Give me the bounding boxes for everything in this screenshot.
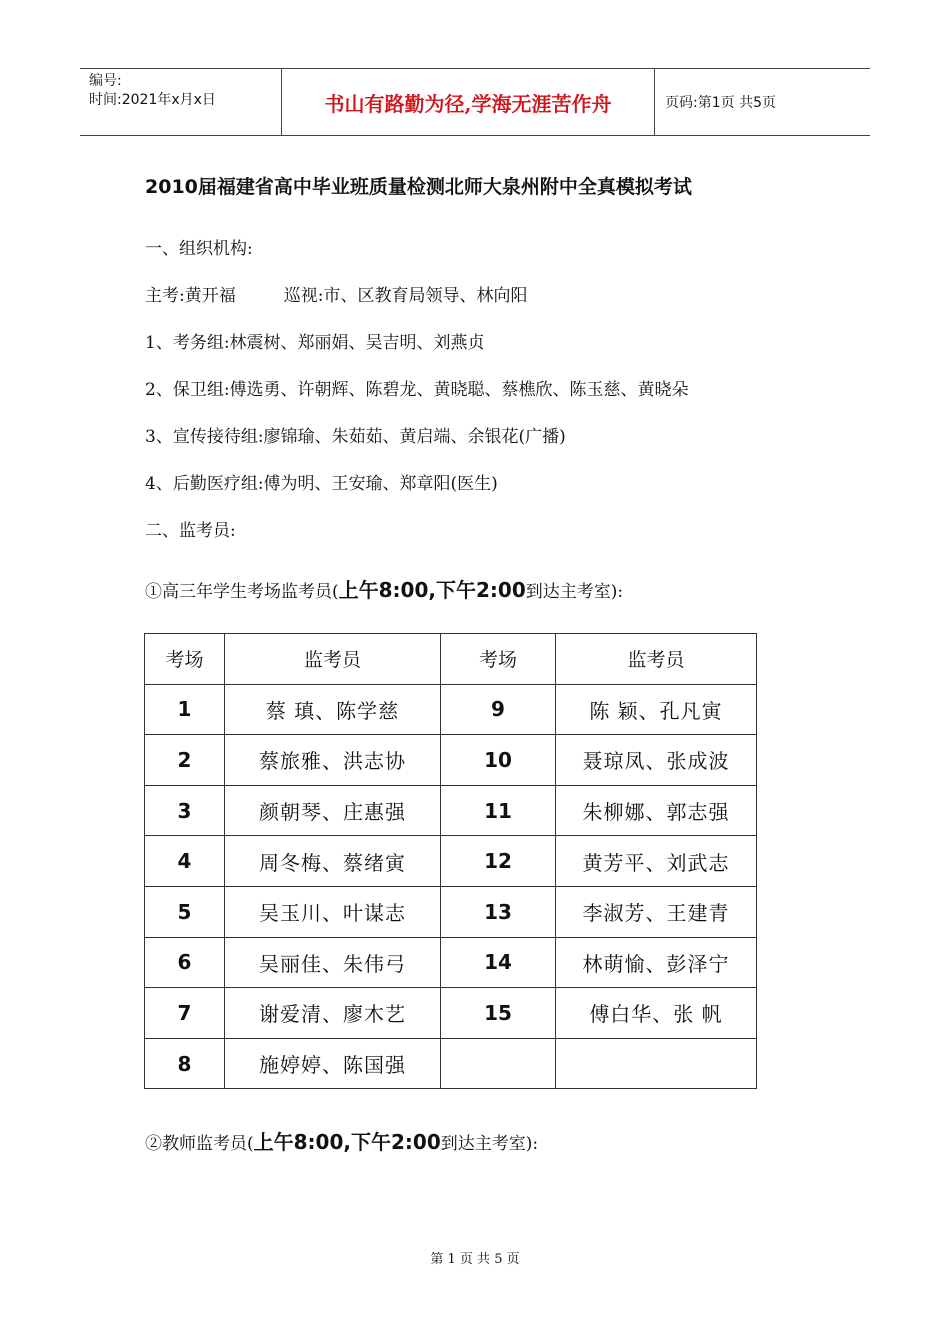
- proctor-names: 朱柳娜、郭志强: [556, 785, 757, 836]
- intro-time: 上午8:00,下午2:00: [253, 1130, 441, 1154]
- table-row: [145, 988, 757, 1039]
- col-proctor-a: 监考员: [225, 634, 441, 685]
- room-number: 13: [441, 886, 556, 937]
- time-label: 时间:2021年x月x日: [89, 92, 216, 108]
- room-number: [441, 1038, 556, 1089]
- proctor-names: 周冬梅、蔡绪寅: [225, 836, 441, 887]
- proctor-names: 李淑芳、王建青: [556, 886, 757, 937]
- room-number: 4: [145, 836, 225, 887]
- table-row: [145, 684, 757, 735]
- document-title: 2010届福建省高中毕业班质量检测北师大泉州附中全真模拟考试: [145, 176, 692, 198]
- room-number: 14: [441, 937, 556, 988]
- proctor-names: 颜朝琴、庄惠强: [225, 785, 441, 836]
- room-number: 15: [441, 988, 556, 1039]
- table-row: [145, 1038, 757, 1089]
- intro-time: 上午8:00,下午2:00: [338, 578, 526, 602]
- proctor-names: 傅白华、张 帆: [556, 988, 757, 1039]
- chief-examiner: 主考:黄开福: [145, 286, 236, 306]
- table-row: [145, 785, 757, 836]
- proctor-names: 林萌愉、彭泽宁: [556, 937, 757, 988]
- proctor-names: 蔡旅雅、洪志协: [225, 735, 441, 786]
- header-page-info: 页码:第1页 共5页: [665, 95, 776, 111]
- table-row: [145, 886, 757, 937]
- proctor-names: 施婷婷、陈国强: [225, 1038, 441, 1089]
- room-number: 5: [145, 886, 225, 937]
- room-number: 8: [145, 1038, 225, 1089]
- header-motto: 书山有路勤为径,学海无涯苦作舟: [281, 69, 655, 135]
- org-heading: 一、组织机构:: [145, 239, 253, 259]
- room-number: 10: [441, 735, 556, 786]
- student-proctor-intro: [145, 574, 623, 603]
- proctor-heading: 二、监考员:: [145, 521, 236, 541]
- room-number: 9: [441, 684, 556, 735]
- intro-prefix: ①高三年学生考场监考员(: [145, 582, 339, 602]
- proctor-table: [144, 633, 757, 1089]
- intro-suffix: 到达主考室):: [440, 1134, 539, 1154]
- page-header: [80, 68, 870, 136]
- room-number: 6: [145, 937, 225, 988]
- room-number: 12: [441, 836, 556, 887]
- proctor-names: 蔡 瑱、陈学慈: [225, 684, 441, 735]
- proctor-names: 黄芳平、刘武志: [556, 836, 757, 887]
- group-logistics: 4、后勤医疗组:傅为明、王安瑜、郑章阳(医生): [145, 474, 498, 494]
- group-security: 2、保卫组:傅选勇、许朝辉、陈碧龙、黄晓聪、蔡樵欣、陈玉慈、黄晓朵: [145, 380, 689, 400]
- room-number: 7: [145, 988, 225, 1039]
- col-proctor-b: 监考员: [556, 634, 757, 685]
- table-row: [145, 735, 757, 786]
- room-number: 3: [145, 785, 225, 836]
- group-exam-affairs: 1、考务组:林震树、郑丽娟、吴吉明、刘燕贞: [145, 333, 485, 353]
- group-publicity: 3、宣传接待组:廖锦瑜、朱茹茹、黄启端、余银花(广播): [145, 427, 566, 447]
- intro-prefix: ②教师监考员(: [145, 1134, 254, 1154]
- proctor-names: 吴玉川、叶谋志: [225, 886, 441, 937]
- proctor-names: 吴丽佳、朱伟弓: [225, 937, 441, 988]
- table-row: [145, 937, 757, 988]
- room-number: 1: [145, 684, 225, 735]
- table-header-row: [145, 634, 757, 685]
- inspection: 巡视:市、区教育局领导、林向阳: [283, 286, 528, 306]
- proctor-names: [556, 1038, 757, 1089]
- proctor-names: 陈 颖、孔凡寅: [556, 684, 757, 735]
- table-row: [145, 836, 757, 887]
- col-room-b: 考场: [441, 634, 556, 685]
- code-label: 编号:: [89, 73, 122, 89]
- header-meta: [80, 69, 281, 135]
- col-room-a: 考场: [145, 634, 225, 685]
- room-number: 2: [145, 735, 225, 786]
- room-number: 11: [441, 785, 556, 836]
- chief-line: [145, 281, 527, 306]
- proctor-names: 聂琼凤、张成波: [556, 735, 757, 786]
- proctor-names: 谢爱清、廖木艺: [225, 988, 441, 1039]
- page-footer: 第 1 页 共 5 页: [430, 1252, 520, 1267]
- teacher-proctor-intro: [145, 1126, 538, 1155]
- intro-suffix: 到达主考室):: [525, 582, 624, 602]
